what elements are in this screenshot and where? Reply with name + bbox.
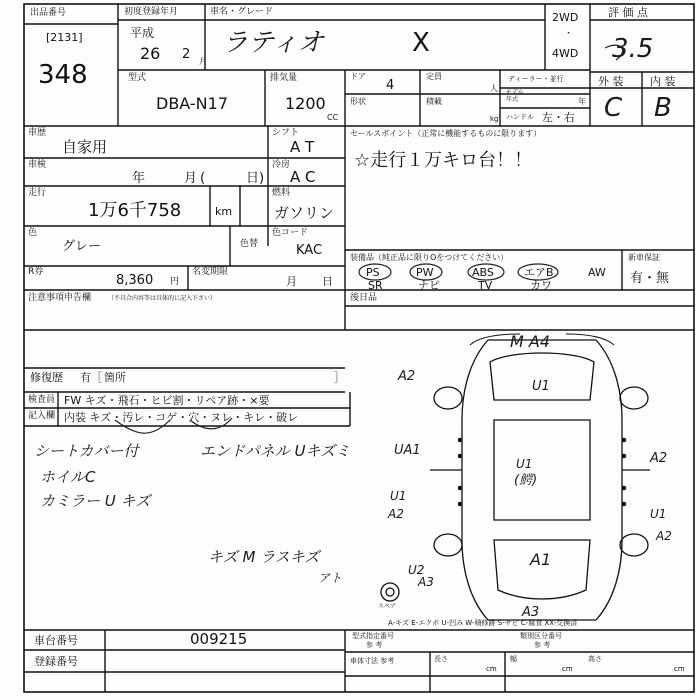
drive-2wd: 2WD xyxy=(552,11,579,24)
inspection-paren: ( xyxy=(200,171,206,186)
equip-tv: TV xyxy=(478,279,493,292)
notes-label: 注意事項申告欄 xyxy=(28,293,92,303)
dealer-label: ディーラー・並行 xyxy=(508,75,564,83)
warranty-value: 有・無 xyxy=(630,271,670,286)
mark-a2-right-low: A2 xyxy=(656,529,672,543)
shape-label: 形状 xyxy=(350,97,366,106)
ac-label: 冷房 xyxy=(272,160,291,170)
shift-label: シフト xyxy=(272,128,300,138)
vehicle-name: ラティオ xyxy=(222,28,324,58)
inspector-label-1: 検査員 xyxy=(28,395,56,405)
displacement-unit: CC xyxy=(327,113,339,122)
history-value: 自家用 xyxy=(62,138,108,156)
hw-note-6: アト xyxy=(318,571,343,585)
rating-label: 評 価 点 xyxy=(608,6,648,19)
color-code-value: KAC xyxy=(296,243,323,258)
registration-month-unit: 月 xyxy=(199,57,207,66)
drive-dot: ・ xyxy=(564,29,574,39)
chassis-width: 幅 xyxy=(510,655,517,663)
registration-label: 初度登録年月 xyxy=(124,7,179,17)
rating-interior-label: 内 装 xyxy=(650,75,676,88)
mileage-unit: km xyxy=(215,205,233,218)
color-code-label: 色コード xyxy=(272,228,309,238)
mark-a1: A1 xyxy=(530,550,552,569)
chassis-dims-ref: 車体寸法 参考 xyxy=(350,657,395,665)
hw-note-5: キズ M ラスキズ xyxy=(208,548,320,566)
chassis-value: 009215 xyxy=(190,630,248,648)
later-label: 後日品 xyxy=(350,293,378,303)
notes-sub: （不具合内容等は具体的に記入下さい） xyxy=(108,295,217,302)
mark-a2-right: A2 xyxy=(650,451,668,466)
capacity-unit: 人 xyxy=(490,84,498,93)
chassis-ref-3: 類別区分番号 xyxy=(520,632,562,640)
lot-code: [2131] xyxy=(46,31,83,44)
history-label: 車歴 xyxy=(28,128,47,138)
displacement-label: 排気量 xyxy=(270,73,298,83)
mark-u2: U2 xyxy=(408,563,425,577)
mark-a2-left-mid: A2 xyxy=(388,507,404,521)
mark-roof-note: (鰐) xyxy=(514,473,538,488)
vehicle-label: 車名・グレード xyxy=(210,7,274,17)
recycle-label: R券 xyxy=(28,267,44,277)
plate-label: 登録番号 xyxy=(34,655,78,668)
chassis-ref-4: 参 考 xyxy=(534,641,551,649)
sales-point-label: セールスポイント（正常に機能するものに限ります） xyxy=(350,129,542,138)
registration-year: 26 xyxy=(140,44,161,63)
equip-ps: PS xyxy=(366,266,380,279)
mark-top: M A4 xyxy=(510,332,551,351)
capacity-label: 定員 xyxy=(426,72,442,81)
repair-label: 修復歴 xyxy=(30,371,63,384)
rating-exterior-label: 外 装 xyxy=(598,75,624,88)
registration-month: 2 xyxy=(182,47,191,62)
mark-u1-right: U1 xyxy=(650,507,667,521)
fuel-label: 燃料 xyxy=(272,188,291,198)
hw-note-2: ホイルC xyxy=(40,468,96,486)
model-value: DBA-N17 xyxy=(156,94,228,113)
equip-sr: SR xyxy=(368,279,383,292)
repair-value: 有［ xyxy=(80,371,102,384)
drive-4wd: 4WD xyxy=(552,47,579,60)
name-change-month: 月 xyxy=(286,275,297,288)
displacement-value: 1200 xyxy=(285,94,326,113)
chassis-ref-2: 参 考 xyxy=(366,641,383,649)
chassis-height: 高さ xyxy=(588,655,602,663)
lot-number: 348 xyxy=(38,60,88,90)
rating-exterior: C xyxy=(604,93,623,123)
model-year-label: モデル 年式 xyxy=(506,89,524,103)
inspector-row2: 内装 キズ・汚レ・コゲ・穴・ヌレ・キレ・破レ xyxy=(64,411,299,424)
mileage-label: 走行 xyxy=(28,188,47,198)
handle-label: ハンドル xyxy=(506,113,534,121)
inspection-day-unit: 日) xyxy=(246,171,265,186)
inspection-year-unit: 年 xyxy=(132,171,146,186)
equip-airbag: エアB xyxy=(524,266,554,279)
mark-u1-left: U1 xyxy=(390,489,407,503)
equip-leather: カワ xyxy=(530,279,552,292)
hw-note-1: シートカバー付 xyxy=(34,442,139,460)
registration-era: 平成 xyxy=(130,26,155,40)
inspection-label: 車検 xyxy=(28,160,47,170)
equip-abs: ABS xyxy=(472,266,494,279)
doors-value: 4 xyxy=(386,78,395,93)
equipment-label: 装備品（純正品に限りOをつけてください） xyxy=(350,253,509,262)
chassis-cm-1: cm xyxy=(486,665,497,673)
mark-a3-bottom: A3 xyxy=(522,605,540,620)
kg-unit: kg xyxy=(490,115,499,123)
mark-ua1: UA1 xyxy=(394,443,421,458)
color-label: 色 xyxy=(28,228,38,238)
recycle-value: 8,360 xyxy=(116,273,154,288)
fuel-value: ガソリン xyxy=(274,204,335,222)
chassis-cm-3: cm xyxy=(674,665,685,673)
shift-value: A T xyxy=(290,138,315,156)
recycle-unit: 円 xyxy=(170,277,180,287)
damage-legend: A-キズ E-エクボ U-凹み W-積修跡 S-サビ C-腐食 XX-交換済 xyxy=(388,619,578,627)
handle-value: 左・右 xyxy=(542,111,575,124)
lot-label: 出品番号 xyxy=(30,8,67,18)
sales-point-text: ☆走行１万キロ台！！ xyxy=(354,150,533,171)
mark-spare: スペア xyxy=(378,603,397,610)
color-value: グレー xyxy=(62,239,102,254)
color-change-label: 色替 xyxy=(240,239,259,249)
load-label: 積載 xyxy=(426,97,442,106)
ac-value: A C xyxy=(290,168,316,186)
warranty-label: 新車保証 xyxy=(628,253,660,262)
doors-label: ドア xyxy=(350,72,366,81)
year-unit: 年 xyxy=(578,97,586,106)
chassis-ref-1: 型式指定番号 xyxy=(352,632,394,640)
mark-a3-left: A3 xyxy=(418,575,434,589)
inspector-label-2: 記入欄 xyxy=(28,411,56,421)
inspector-row1: FW キズ・飛石・ヒビ割・リペア跡・×要 xyxy=(64,394,270,407)
inspection-month-unit: 月 xyxy=(184,171,198,186)
chassis-cm-2: cm xyxy=(562,665,573,673)
name-change-day: 日 xyxy=(322,275,333,288)
repair-unit: 箇所 xyxy=(104,371,126,384)
rating-interior: B xyxy=(654,93,672,123)
equip-aw: AW xyxy=(588,266,606,279)
hw-note-4: エンドパネル Uキズミ xyxy=(200,442,351,460)
mileage-value: 1万6千758 xyxy=(88,200,182,221)
equip-navi: ナビ xyxy=(418,279,440,292)
rating-score: 3.5 xyxy=(612,34,654,64)
model-label: 型式 xyxy=(128,73,147,83)
mark-u1-top: U1 xyxy=(532,379,550,394)
hw-note-3: カミラー U キズ xyxy=(40,492,151,510)
chassis-length: 長さ xyxy=(434,655,448,663)
repair-close: ］ xyxy=(334,371,345,384)
mark-u1-roof: U1 xyxy=(516,457,533,471)
mark-a2-left-top: A2 xyxy=(398,369,416,384)
equip-pw: PW xyxy=(416,266,434,279)
chassis-label: 車台番号 xyxy=(34,634,78,647)
name-change-label: 名変期限 xyxy=(192,267,229,277)
vehicle-grade: X xyxy=(412,28,430,58)
